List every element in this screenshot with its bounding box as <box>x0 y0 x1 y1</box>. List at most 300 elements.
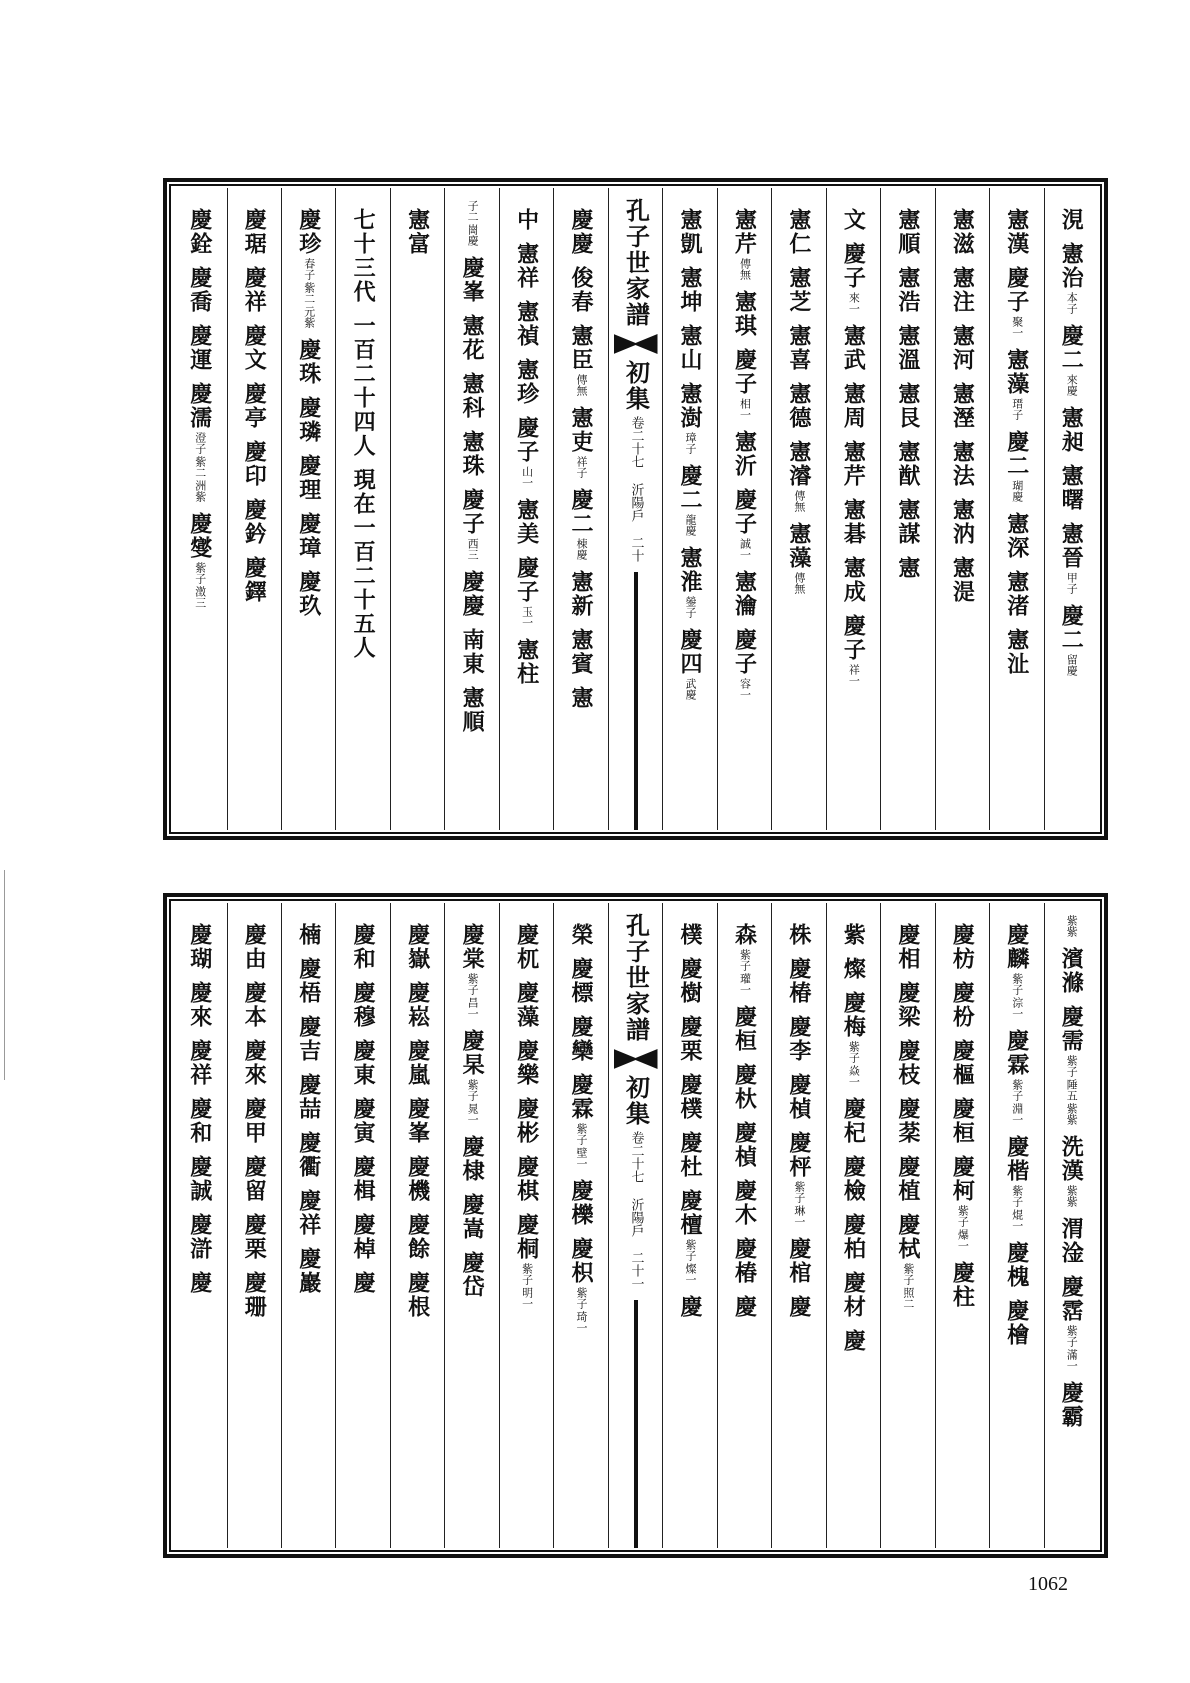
name-entry: 慶槐 <box>1003 1241 1030 1289</box>
name-entry: 憲花 <box>459 314 486 362</box>
name-entry: 慶藻 <box>513 981 540 1029</box>
name-entry: 慶子 <box>840 614 867 662</box>
name-entry: 慶子 <box>731 348 758 396</box>
name-entry: 慶楫 <box>350 1155 377 1203</box>
name-entry: 楠 <box>295 923 322 947</box>
annotation-text: 留慶 <box>1065 654 1079 676</box>
name-entry: 憲武 <box>840 324 867 372</box>
name-entry: 慶子 <box>459 488 486 536</box>
name-entry: 慶杞 <box>840 1097 867 1145</box>
annotation-text: 紫子 <box>683 1239 697 1261</box>
name-entry: 慶鈐 <box>241 498 268 546</box>
annotation-text: 爆一 <box>956 1229 970 1251</box>
annotation-text: 紫子 <box>956 1205 970 1227</box>
annotation-text: 西三 <box>466 538 480 560</box>
annotation-text: 焜一 <box>1010 1209 1024 1231</box>
annotation-text: 淙一 <box>1010 997 1024 1019</box>
annotation-text: 焱一 <box>847 1065 861 1087</box>
text-column <box>826 903 880 1548</box>
annotation-text: 滿一 <box>1065 1349 1079 1371</box>
name-entry: 樸 <box>676 923 703 947</box>
name-entry: 一百二十四人 <box>350 314 377 458</box>
annotation-text: 紫子 <box>1010 973 1024 995</box>
name-entry: 慶鐸 <box>241 556 268 604</box>
name-entry: 慶峯 <box>404 1097 431 1145</box>
annotation-text: 祥一 <box>847 664 861 686</box>
name-entry: 慶璋 <box>295 512 322 560</box>
annotation-text: 紫子 <box>575 1287 589 1309</box>
name-entry: 慶吉 <box>295 1015 322 1063</box>
name-entry: 慶甲 <box>241 1097 268 1145</box>
collection-label: 初集 <box>621 1075 651 1127</box>
name-entry: 憲凱 <box>676 208 703 256</box>
annotation-text: 紫二 <box>193 456 207 478</box>
annotation-text: 春子 <box>302 258 316 280</box>
text-column <box>880 903 934 1548</box>
text-column <box>444 188 498 830</box>
annotation-text: 紫子 <box>847 1041 861 1063</box>
name-entry: 慶彬 <box>513 1097 540 1145</box>
name-entry: 慶霸 <box>1058 1381 1085 1429</box>
text-column <box>390 903 444 1548</box>
annotation-text: 龍慶 <box>683 514 697 536</box>
name-entry: 慶栻 <box>894 1213 921 1261</box>
name-entry: 慶桐 <box>513 1213 540 1261</box>
name-entry: 慶櫟 <box>568 1179 595 1227</box>
name-entry: 慶材 <box>840 1271 867 1319</box>
name-entry: 慶理 <box>295 454 322 502</box>
text-column <box>935 903 989 1548</box>
name-entry: 慶李 <box>785 1015 812 1063</box>
name-entry: 慶楨 <box>785 1073 812 1121</box>
name-entry: 憲深 <box>1003 512 1030 560</box>
name-entry: 慶來 <box>186 981 213 1029</box>
name-entry: 慶銓 <box>186 208 213 256</box>
name-entry: 慶燮 <box>186 512 213 560</box>
name-entry: 慶滸 <box>186 1213 213 1261</box>
name-entry: 慶枌 <box>949 981 976 1029</box>
name-entry: 慶楷 <box>1003 1135 1030 1183</box>
name-entry: 慶相 <box>894 923 921 971</box>
name-entry: 憲治 <box>1058 242 1085 290</box>
text-column <box>1044 903 1098 1548</box>
name-entry: 慶栗 <box>676 1015 703 1063</box>
name-entry: 憲溼 <box>949 382 976 430</box>
annotation-text: 誠一 <box>738 538 752 560</box>
annotation-text: 紫紫 <box>1065 1103 1079 1125</box>
name-entry: 憲沂 <box>731 430 758 478</box>
name-entry: 慶璘 <box>295 396 322 444</box>
collection-label: 初集 <box>621 360 651 412</box>
name-entry: 慶檀 <box>676 1189 703 1237</box>
name-entry: 慶枋 <box>949 923 976 971</box>
annotation-text: 淵一 <box>1010 1103 1024 1125</box>
name-entry: 慶霖 <box>568 1073 595 1121</box>
name-entry: 憲坤 <box>676 266 703 314</box>
name-entry: 慶霖 <box>1003 1029 1030 1077</box>
text-column <box>662 903 716 1548</box>
name-entry: 慶麟 <box>1003 923 1030 971</box>
name-entry: 慶檜 <box>1003 1299 1030 1347</box>
annotation-text: 本子 <box>1065 292 1079 314</box>
annotation-text: 紫子 <box>466 973 480 995</box>
name-entry: 慶喬 <box>186 266 213 314</box>
name-entry: 憲艮 <box>894 382 921 430</box>
name-entry: 憲山 <box>676 324 703 372</box>
annotation-text: 子二 <box>466 200 480 222</box>
annotation-text: 傳無 <box>575 374 589 396</box>
book-title: 孔子世家譜 <box>621 913 651 1043</box>
name-entry: 憲芹 <box>731 208 758 256</box>
name-entry: 慶 <box>731 1295 758 1319</box>
text-column <box>499 188 553 830</box>
name-entry: 慶楨 <box>731 1121 758 1169</box>
text-column <box>717 188 771 830</box>
annotation-text: 鎣子 <box>683 596 697 618</box>
name-entry: 慶二 <box>1003 430 1030 478</box>
annotation-text: 武慶 <box>683 678 697 700</box>
text-column <box>390 188 444 830</box>
annotation-text: 晁一 <box>466 1103 480 1125</box>
name-entry: 慶珍 <box>295 208 322 256</box>
name-entry: 慶子 <box>731 628 758 676</box>
name-entry: 憲禎 <box>513 300 540 348</box>
text-column <box>771 188 825 830</box>
text-column <box>935 188 989 830</box>
name-entry: 南東 <box>459 628 486 676</box>
name-entry: 憲富 <box>404 208 431 256</box>
name-entry: 憲曙 <box>1058 464 1085 512</box>
name-entry: 憲河 <box>949 324 976 372</box>
name-entry: 慶梁 <box>894 981 921 1029</box>
annotation-text: 山一 <box>520 466 534 488</box>
annotation-text: 崗慶 <box>466 224 480 246</box>
name-entry: 憲淮 <box>676 546 703 594</box>
name-entry: 慶需 <box>1058 1005 1085 1053</box>
name-entry: 慶文 <box>241 324 268 372</box>
annotation-text: 澂三 <box>193 586 207 608</box>
text-column <box>989 188 1043 830</box>
name-entry: 榮 <box>568 923 595 947</box>
panel-columns <box>173 188 1098 830</box>
fishtail-rule <box>634 572 638 830</box>
name-entry: 慶慶 <box>568 208 595 256</box>
annotation-text: 瑨子 <box>1010 398 1024 420</box>
name-entry: 憲芹 <box>840 440 867 488</box>
annotation-text: 紫紫 <box>1065 1185 1079 1207</box>
text-column <box>717 903 771 1548</box>
name-entry: 慶根 <box>404 1271 431 1319</box>
name-entry: 慶子 <box>840 242 867 290</box>
name-entry: 慶祥 <box>186 1039 213 1087</box>
name-entry: 慶枳 <box>568 1237 595 1285</box>
name-entry: 慶二 <box>1058 324 1085 372</box>
name-entry: 七十三代 <box>350 208 377 304</box>
name-entry: 慶二 <box>568 488 595 536</box>
name-entry: 慶寅 <box>350 1097 377 1145</box>
leaf-number: 二十 <box>628 536 644 562</box>
name-entry: 慶檢 <box>840 1155 867 1203</box>
page-panel-bottom <box>163 893 1108 1558</box>
name-entry: 慶喆 <box>295 1073 322 1121</box>
name-entry: 慶由 <box>241 923 268 971</box>
name-entry: 憲碁 <box>840 498 867 546</box>
name-entry: 慶枰 <box>785 1131 812 1179</box>
name-entry: 慶枝 <box>894 1039 921 1087</box>
name-entry: 憲新 <box>568 570 595 618</box>
name-entry: 憲琪 <box>731 290 758 338</box>
name-entry: 憲 <box>568 686 595 710</box>
name-entry: 憲沚 <box>1003 628 1030 676</box>
text-column <box>173 903 226 1548</box>
name-entry: 洗漢 <box>1058 1135 1085 1183</box>
name-entry: 慶瑚 <box>186 923 213 971</box>
annotation-text: 紫二 <box>302 282 316 304</box>
annotation-text: 聚一 <box>1010 316 1024 338</box>
name-entry: 慶椿 <box>731 1237 758 1285</box>
name-entry: 慶棹 <box>350 1213 377 1261</box>
annotation-text: 傳無 <box>792 572 806 594</box>
name-entry: 慶濡 <box>186 382 213 430</box>
name-entry: 慶植 <box>894 1155 921 1203</box>
name-entry: 憲順 <box>459 686 486 734</box>
name-entry: 慶二 <box>676 464 703 512</box>
name-entry: 憲科 <box>459 372 486 420</box>
name-entry: 憲漢 <box>1003 208 1030 256</box>
name-entry: 憲渚 <box>1003 570 1030 618</box>
name-entry: 慶棠 <box>459 923 486 971</box>
name-entry: 慶杲 <box>459 1029 486 1077</box>
name-entry: 慶本 <box>241 981 268 1029</box>
name-entry: 慶棻 <box>894 1097 921 1145</box>
annotation-text: 紫子 <box>1065 1325 1079 1347</box>
name-entry: 慶慶 <box>459 570 486 618</box>
text-column <box>826 188 880 830</box>
name-entry: 慶樹 <box>676 957 703 1005</box>
annotation-text: 琳一 <box>792 1205 806 1227</box>
name-entry: 慶珠 <box>295 338 322 386</box>
name-entry: 憲猷 <box>894 440 921 488</box>
name-entry: 現在一百二十五人 <box>350 468 377 660</box>
name-entry: 慶 <box>785 1295 812 1319</box>
name-entry: 慶玖 <box>295 570 322 618</box>
name-entry: 憲瀹 <box>731 570 758 618</box>
name-entry: 慶和 <box>350 923 377 971</box>
center-title-column <box>608 903 662 1548</box>
name-entry: 濱滌 <box>1058 947 1085 995</box>
name-entry: 涀 <box>1058 208 1085 232</box>
name-entry: 憲臣 <box>568 324 595 372</box>
text-column <box>281 903 335 1548</box>
annotation-text: 棟慶 <box>575 538 589 560</box>
name-entry: 慶亭 <box>241 382 268 430</box>
name-entry: 慶霑 <box>1058 1275 1085 1323</box>
text-column <box>1044 188 1098 830</box>
name-entry: 憲溫 <box>894 324 921 372</box>
name-entry: 慶杌 <box>513 923 540 971</box>
name-entry: 俊春 <box>568 266 595 314</box>
name-entry: 慶印 <box>241 440 268 488</box>
text-column <box>227 188 281 830</box>
page-number: 1062 <box>1028 1573 1068 1595</box>
name-entry: 憲仁 <box>785 208 812 256</box>
annotation-text: 澄子 <box>193 432 207 454</box>
panel-columns <box>173 903 1098 1548</box>
name-entry: 憲謀 <box>894 498 921 546</box>
name-entry: 慶樸 <box>676 1073 703 1121</box>
name-entry: 株 <box>785 923 812 947</box>
annotation-text: 琦一 <box>575 1311 589 1333</box>
name-entry: 慶珊 <box>241 1271 268 1319</box>
name-entry: 慶子 <box>513 416 540 464</box>
name-entry: 憲藻 <box>1003 348 1030 396</box>
name-entry: 慶祥 <box>241 266 268 314</box>
name-entry: 憲 <box>894 556 921 580</box>
annotation-text: 紫子 <box>1010 1185 1024 1207</box>
name-entry: 慶穆 <box>350 981 377 1029</box>
name-entry: 慶東 <box>350 1039 377 1087</box>
annotation-text: 傳無 <box>738 258 752 280</box>
name-entry: 慶椿 <box>785 957 812 1005</box>
annotation-text: 紫子 <box>1065 1055 1079 1077</box>
name-entry: 憲注 <box>949 266 976 314</box>
annotation-text: 紫子 <box>466 1079 480 1101</box>
name-entry: 渭淦 <box>1058 1217 1085 1265</box>
name-entry: 慶棺 <box>785 1237 812 1285</box>
name-entry: 慶留 <box>241 1155 268 1203</box>
annotation-text: 紫子 <box>575 1123 589 1145</box>
text-column <box>553 188 607 830</box>
annotation-text: 昌一 <box>466 997 480 1019</box>
name-entry: 憲順 <box>894 208 921 256</box>
name-entry: 憲昶 <box>1058 406 1085 454</box>
name-entry: 憲成 <box>840 556 867 604</box>
name-entry: 憲珍 <box>513 358 540 406</box>
annotation-text: 紫紫 <box>1065 915 1079 937</box>
annotation-text: 紫子 <box>520 1263 534 1285</box>
annotation-text: 元紫 <box>302 306 316 328</box>
name-entry: 慶岱 <box>459 1251 486 1299</box>
name-entry: 慶崧 <box>404 981 431 1029</box>
annotation-text: 玉一 <box>520 606 534 628</box>
name-entry: 慶祥 <box>295 1189 322 1237</box>
annotation-text: 照二 <box>901 1287 915 1309</box>
name-entry: 慶棋 <box>513 1155 540 1203</box>
name-entry: 憲汭 <box>949 498 976 546</box>
name-entry: 慶餘 <box>404 1213 431 1261</box>
name-entry: 慶棣 <box>459 1135 486 1183</box>
name-entry: 慶 <box>186 1271 213 1295</box>
name-entry: 慶子 <box>731 488 758 536</box>
name-entry: 憲濬 <box>785 440 812 488</box>
annotation-text: 紫子 <box>792 1181 806 1203</box>
name-entry: 慶木 <box>731 1179 758 1227</box>
name-entry: 慶梅 <box>840 991 867 1039</box>
name-entry: 燦 <box>840 957 867 981</box>
annotation-text: 燦一 <box>683 1263 697 1285</box>
name-entry: 慶峯 <box>459 256 486 304</box>
annotation-text: 陲五 <box>1065 1079 1079 1101</box>
name-entry: 慶子 <box>1003 266 1030 314</box>
name-entry: 慶來 <box>241 1039 268 1087</box>
text-column <box>335 188 389 830</box>
name-entry: 慶機 <box>404 1155 431 1203</box>
annotation-text: 洲紫 <box>193 480 207 502</box>
name-entry: 慶桓 <box>949 1097 976 1145</box>
annotation-text: 紫子 <box>193 562 207 584</box>
name-entry: 慶欒 <box>568 1015 595 1063</box>
name-entry: 憲喜 <box>785 324 812 372</box>
name-entry: 慶杕 <box>731 1063 758 1111</box>
text-column <box>771 903 825 1548</box>
name-entry: 慶梧 <box>295 957 322 1005</box>
name-entry: 憲珠 <box>459 430 486 478</box>
name-entry: 慶柏 <box>840 1213 867 1261</box>
name-entry: 憲周 <box>840 382 867 430</box>
fishtail-mark <box>614 334 658 354</box>
leaf-number: 二十一 <box>628 1251 644 1290</box>
name-entry: 慶樂 <box>513 1039 540 1087</box>
name-entry: 憲吏 <box>568 406 595 454</box>
name-entry: 中 <box>513 208 540 232</box>
name-entry: 慶子 <box>513 556 540 604</box>
scan-margin-line <box>4 870 5 1080</box>
name-entry: 憲浩 <box>894 266 921 314</box>
text-column <box>444 903 498 1548</box>
name-entry: 慶嶽 <box>404 923 431 971</box>
text-column <box>173 188 226 830</box>
name-entry: 慶 <box>350 1271 377 1295</box>
text-column <box>662 188 716 830</box>
name-entry: 慶 <box>840 1329 867 1353</box>
annotation-text: 甲子 <box>1065 572 1079 594</box>
name-entry: 慶衢 <box>295 1131 322 1179</box>
name-entry: 慶栗 <box>241 1213 268 1261</box>
name-entry: 慶柯 <box>949 1155 976 1203</box>
name-entry: 憲晉 <box>1058 522 1085 570</box>
name-entry: 憲湜 <box>949 556 976 604</box>
annotation-text: 璋子 <box>683 432 697 454</box>
name-entry: 慶誠 <box>186 1155 213 1203</box>
annotation-text: 明一 <box>520 1287 534 1309</box>
name-entry: 憲芝 <box>785 266 812 314</box>
name-entry: 慶和 <box>186 1097 213 1145</box>
name-entry: 慶二 <box>1058 604 1085 652</box>
annotation-text: 祥子 <box>575 456 589 478</box>
text-column <box>335 903 389 1548</box>
name-entry: 慶運 <box>186 324 213 372</box>
name-entry: 慶桓 <box>731 1005 758 1053</box>
name-entry: 憲澍 <box>676 382 703 430</box>
name-entry: 慶柱 <box>949 1261 976 1309</box>
name-entry: 憲德 <box>785 382 812 430</box>
name-entry: 憲祥 <box>513 242 540 290</box>
name-entry: 憲美 <box>513 498 540 546</box>
page-panel-top <box>163 178 1108 840</box>
name-entry: 文 <box>840 208 867 232</box>
volume-info: 卷二十七 沂陽戶 <box>628 416 644 522</box>
text-column <box>227 903 281 1548</box>
annotation-text: 相一 <box>738 398 752 420</box>
name-entry: 慶 <box>676 1295 703 1319</box>
name-entry: 森 <box>731 923 758 947</box>
name-entry: 慶標 <box>568 957 595 1005</box>
center-title-column <box>608 188 662 830</box>
text-column <box>880 188 934 830</box>
book-title: 孔子世家譜 <box>621 198 651 328</box>
annotation-text: 紫子 <box>738 949 752 971</box>
annotation-text: 來一 <box>847 292 861 314</box>
